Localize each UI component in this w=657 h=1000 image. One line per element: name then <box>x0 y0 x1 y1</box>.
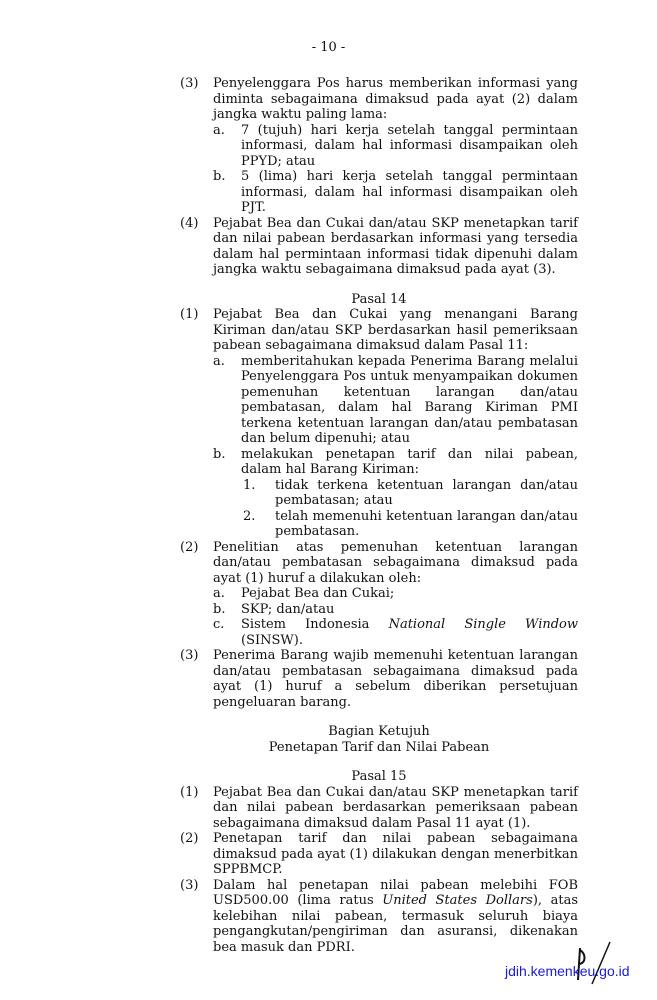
list-item <box>213 447 578 478</box>
ayat-text-italic: United States Dollars <box>382 893 533 908</box>
ayat-label: (3) <box>180 877 199 893</box>
item-text: SKP; dan/atau <box>241 601 335 617</box>
ayat-label: (2) <box>180 539 199 555</box>
list-item <box>213 169 578 216</box>
ayat-text-pre: Dalam hal penetapan nilai pabean melebihi FOB USD500.00 (lima ratus <box>213 877 578 908</box>
pasal15-ayat-2 <box>180 831 578 878</box>
item-label: b. <box>213 446 226 462</box>
ayat-text: Penetapan tarif dan nilai pabean sebagaimana dimaksud pada ayat (1) dilakukan dengan menerbitkan SPPBMCP. <box>213 831 578 877</box>
ayat-text: Penyelenggara Pos harus memberikan informasi yang diminta sebagaimana dimaksud pada ayat (2) dalam jangka waktu paling lama: <box>213 76 578 122</box>
item-label: 2. <box>243 508 256 524</box>
pasal-15-title: Pasal 15 <box>351 769 407 784</box>
ayat-text: Pejabat Bea dan Cukai dan/atau SKP menetapkan tarif dan nilai pabean berdasarkan pemeriksaan pabean sebagaimana dimaksud dalam Pasal 11 ayat (1). <box>213 784 578 831</box>
list-item <box>213 123 578 170</box>
art13-ayat-4 <box>180 216 578 278</box>
bagian-subtitle: Penetapan Tarif dan Nilai Pabean <box>268 739 490 755</box>
list-item <box>213 478 578 509</box>
page-number: - 10 - <box>311 40 346 55</box>
item-text: melakukan penetapan tarif dan nilai pabean, dalam hal Barang Kiriman: <box>241 446 578 477</box>
item-text: telah memenuhi ketentuan larangan dan/atau pembatasan. <box>275 508 578 539</box>
ayat-label: (1) <box>180 307 199 322</box>
item-label: b. <box>213 601 226 617</box>
item-text-pre: Sistem Indonesia <box>241 617 389 632</box>
pasal14-ayat-1 <box>180 307 578 540</box>
ayat-text: Penelitian atas pemenuhan ketentuan larangan dan/atau pembatasan sebagaimana dimaksud pada ayat (1) huruf a dilakukan oleh: <box>213 539 578 586</box>
document-body <box>180 76 578 955</box>
item-text: tidak terkena ketentuan larangan dan/atau pembatasan; atau <box>275 477 578 508</box>
footer-url[interactable]: jdih.kemenkeu.go.id <box>505 963 630 979</box>
item-label: b. <box>213 169 226 184</box>
item-label: a. <box>213 122 225 138</box>
ayat-label: (4) <box>180 215 199 231</box>
list-item <box>213 602 578 618</box>
item-text-italic: National Single Window <box>388 617 578 632</box>
item-label: 1. <box>243 477 256 493</box>
item-label: c. <box>213 617 225 632</box>
list-item <box>213 354 578 447</box>
item-text: 7 (tujuh) hari kerja setelah tanggal permintaan informasi, dalam hal informasi disampaikan oleh PPYD; atau <box>241 122 578 169</box>
pasal15-ayat-3 <box>180 878 578 956</box>
list-item <box>213 509 578 540</box>
ayat-label: (1) <box>180 784 199 800</box>
pasal15-ayat-1 <box>180 785 578 832</box>
pasal14-ayat-3 <box>180 648 578 710</box>
list-item <box>213 586 578 602</box>
item-text: 5 (lima) hari kerja setelah tanggal permintaan informasi, dalam hal informasi disampaikan oleh PJT. <box>241 169 578 215</box>
ayat-label: (3) <box>180 76 199 91</box>
ayat-text: Pejabat Bea dan Cukai yang menangani Barang Kiriman dan/atau SKP berdasarkan hasil pemeriksaan pabean sebagaimana dimaksud dalam Pasal 11: <box>213 307 578 353</box>
pasal-14-title: Pasal 14 <box>351 291 407 307</box>
ayat-text: Penerima Barang wajib memenuhi ketentuan larangan dan/atau pembatasan sebagaimana dimaksud pada ayat (1) huruf a sebelum diberikan persetujuan pengeluaran barang. <box>213 648 578 710</box>
bagian-title: Bagian Ketujuh <box>328 724 430 739</box>
list-item <box>213 617 578 648</box>
art13-ayat-3 <box>180 76 578 216</box>
item-text: Pejabat Bea dan Cukai; <box>241 586 395 601</box>
item-label: a. <box>213 586 225 601</box>
item-label: a. <box>213 353 225 369</box>
ayat-label: (3) <box>180 648 199 663</box>
item-text-post: (SINSW). <box>241 632 303 648</box>
ayat-label: (2) <box>180 831 199 846</box>
pasal14-ayat-2 <box>180 540 578 649</box>
item-text: memberitahukan kepada Penerima Barang melalui Penyelenggara Pos untuk menyampaikan dokumen pemenuhan ketentuan larangan dan/atau pembatasan, dalam hal Barang Kiriman PMI terkena ketentuan larangan dan/atau pembatasan dan belum dipenuhi; atau <box>241 353 578 446</box>
ayat-text: Pejabat Bea dan Cukai dan/atau SKP menetapkan tarif dan nilai pabean berdasarkan informasi yang tersedia dalam hal permintaan informasi tidak dipenuhi dalam jangka waktu sebagaimana dimaksud pada ayat (3). <box>213 215 578 277</box>
ayat-text-post: ), atas kelebihan nilai pabean, termasuk seluruh biaya pengangkutan/pengiriman dan asuransi, dikenakan bea masuk dan PDRI. <box>213 893 578 955</box>
